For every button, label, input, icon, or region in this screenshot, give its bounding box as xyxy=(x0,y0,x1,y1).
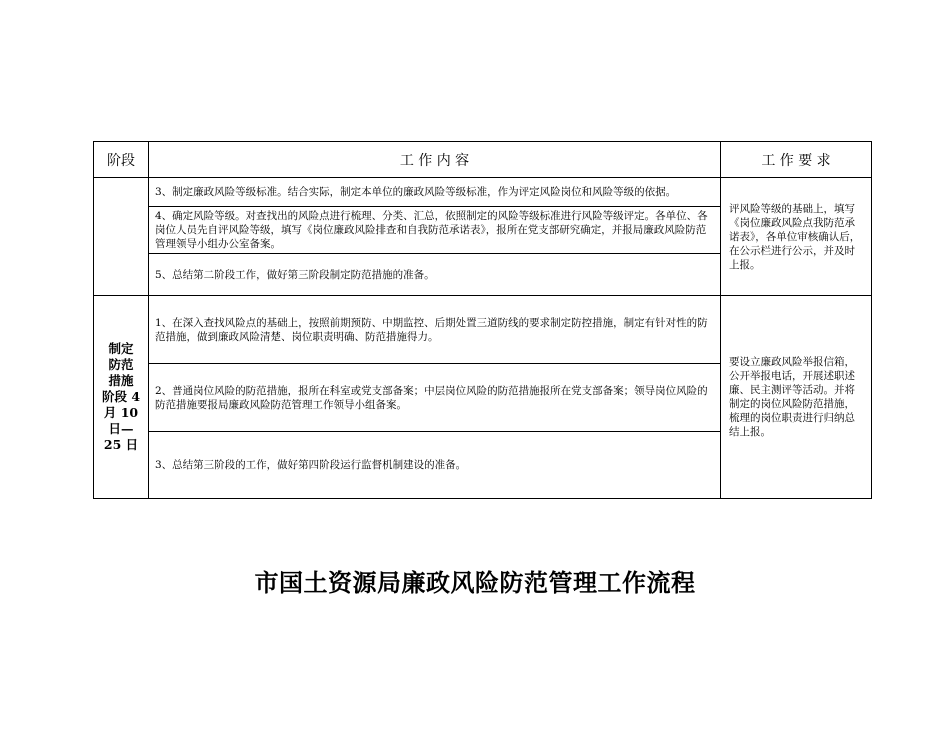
header-content: 工 作 内 容 xyxy=(149,142,721,178)
stage-line: 月 10 xyxy=(103,405,139,420)
header-requirement: 工 作 要 求 xyxy=(721,142,872,178)
content-cell: 3、总结第三阶段的工作，做好第四阶段运行监督机制建设的准备。 xyxy=(149,432,721,499)
content-cell: 1、在深入查找风险点的基础上，按照前期预防、中期监控、后期处置三道防线的要求制定防控措施，制定有针对性的防范措施，做到廉政风险清楚、岗位职责明确、防范措施得力。 xyxy=(149,296,721,364)
stage-line: 制定 xyxy=(108,341,134,356)
stage-line: 日— xyxy=(108,421,134,436)
table-row xyxy=(94,178,872,207)
document-title: 市国土资源局廉政风险防范管理工作流程 xyxy=(254,568,696,597)
requirement-cell-section2: 评风险等级的基础上，填写《岗位廉政风险点我防范承诺表》，各单位审核确认后，在公示栏进行公示，并及时上报。 xyxy=(721,178,872,296)
content-cell: 5、总结第二阶段工作，做好第三阶段制定防范措施的准备。 xyxy=(149,254,721,296)
requirement-cell-section3: 要设立廉政风险举报信箱，公开举报电话，开展述职述廉、民主测评等活动。并将制定的岗位风险防范措施，梳理的岗位职责进行归纳总结上报。 xyxy=(721,296,872,499)
content-cell: 4、确定风险等级。对查找出的风险点进行梳理、分类、汇总，依照制定的风险等级标准进行风险等级评定。各单位、各岗位人员先自评风险等级，填写《岗位廉政风险排查和自我防范承诺表》，报所在党支部研究确定，并报局廉政风险防范管理领导小组办公室备案。 xyxy=(149,207,721,254)
stage-line: 阶段 4 xyxy=(101,389,141,404)
content-cell: 3、制定廉政风险等级标准。结合实际，制定本单位的廉政风险等级标准，作为评定风险岗位和风险等级的依据。 xyxy=(149,178,721,207)
table-header-row xyxy=(94,142,872,178)
stage-line: 25 日 xyxy=(103,437,139,452)
header-stage: 阶段 xyxy=(94,142,149,178)
table-row xyxy=(94,296,872,364)
stage-cell-section2 xyxy=(94,178,149,296)
stage-line: 防范 xyxy=(108,357,134,372)
stage-cell-section3 xyxy=(94,296,149,499)
work-process-table xyxy=(93,141,872,499)
stage-line: 措施 xyxy=(108,373,134,388)
content-cell: 2、普通岗位风险的防范措施，报所在科室或党支部备案；中层岗位风险的防范措施报所在党支部备案；领导岗位风险的防范措施要报局廉政风险防范管理工作领导小组备案。 xyxy=(149,364,721,432)
